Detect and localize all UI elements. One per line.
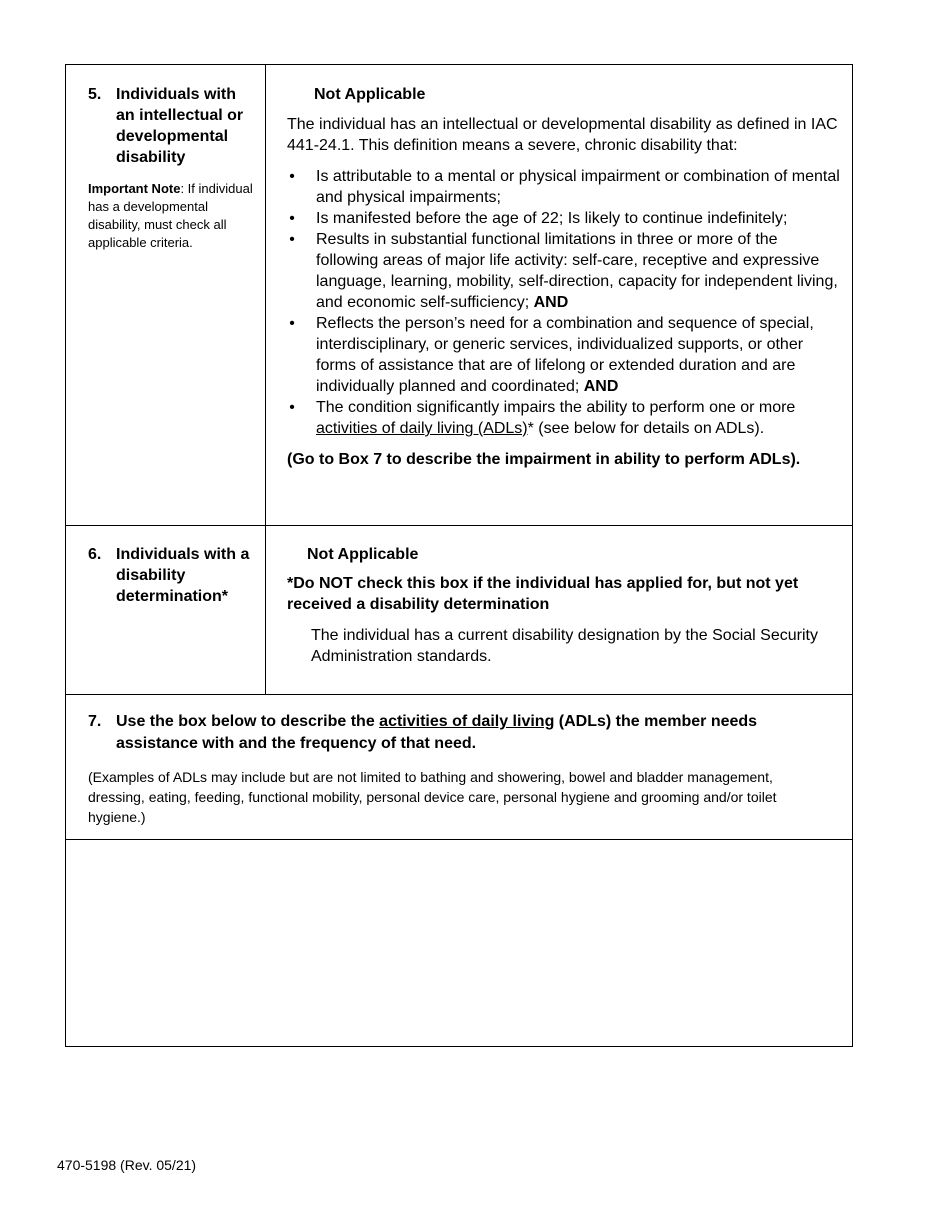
criterion-item	[287, 397, 842, 439]
column-divider	[265, 65, 266, 694]
adl-term: activities of daily living	[379, 713, 555, 730]
section5-title: Individuals with an intellectual or developmental disability	[116, 86, 244, 166]
criterion-text: * (see below for details on ADLs).	[527, 420, 765, 437]
section6-designation-option[interactable]: The individual has a current disability designation by the Social Security Administration standards.	[311, 627, 818, 665]
criterion-text: Reflects the person’s need for a combination and sequence of special, interdisciplinary, or generic services, individualized supports, or other forms of assistance that are of lifelong or extended duration and are individually planned and coordinated;	[316, 315, 814, 395]
section6-label-cell	[88, 544, 258, 607]
criterion-text: Is attributable to a mental or physical impairment or combination of mental and physical impairments;	[316, 168, 840, 206]
section7-header-cell	[88, 711, 833, 827]
section5-number: 5.	[88, 86, 102, 103]
row-divider-5-6	[66, 525, 852, 526]
section7-number: 7.	[88, 713, 102, 730]
section5-important-note	[88, 180, 258, 252]
section5-not-applicable-option[interactable]: Not Applicable	[314, 86, 426, 103]
section7-examples: (Examples of ADLs may include but are not limited to bathing and showering, bowel and bladder management, dressing, eating, feeding, functional mobility, personal device care, personal hygiene and grooming and/or toilet hygiene.)	[88, 769, 777, 825]
section6-warning: *Do NOT check this box if the individual has applied for, but not yet received a disability determination	[287, 575, 799, 613]
criterion-text: Is manifested before the age of 22; Is likely to continue indefinitely;	[316, 210, 788, 227]
criterion-item	[287, 313, 842, 397]
section5-intro: The individual has an intellectual or developmental disability as defined in IAC 441-24.1. This definition means a severe, chronic disability that:	[287, 116, 838, 154]
section6-number: 6.	[88, 546, 102, 563]
section6-heading	[88, 544, 258, 607]
adl-term: activities of daily living (ADLs)	[316, 420, 528, 437]
criterion-item	[287, 166, 842, 208]
criterion-text: The condition significantly impairs the ability to perform one or more	[316, 399, 796, 416]
bullet-icon: •	[289, 315, 295, 332]
bullet-icon: •	[289, 231, 295, 248]
criterion-item	[287, 229, 842, 313]
criterion-text: Results in substantial functional limitations in three or more of the following areas of major life activity: self-care, receptive and expressive language, learning, mobility, self-direction, capacity for independent living, and economic self-sufficiency;	[316, 231, 838, 311]
adl-response-box[interactable]	[66, 840, 852, 1046]
section6-not-applicable-option[interactable]: Not Applicable	[307, 546, 419, 563]
section5-content-cell	[287, 84, 842, 470]
bullet-icon: •	[289, 210, 295, 227]
section7-heading	[88, 711, 833, 755]
form-number: 470-5198 (Rev. 05/21)	[57, 1157, 197, 1173]
section5-label-cell	[88, 84, 258, 252]
row-divider-6-7	[66, 694, 852, 695]
form-table	[65, 64, 853, 1047]
bullet-icon: •	[289, 168, 295, 185]
section6-title: Individuals with a disability determination*	[116, 546, 250, 605]
note-text: : If individual has a developmental disability, must check all applicable criteria.	[88, 181, 253, 250]
section5-heading	[88, 84, 258, 168]
section5-criteria-list	[287, 166, 842, 439]
section5-goto-instruction: (Go to Box 7 to describe the impairment in ability to perform ADLs).	[287, 451, 801, 468]
criterion-item	[287, 208, 842, 229]
section7-title: Use the box below to describe the activities of daily living (ADLs) the member needs assistance with and the frequency of that need.	[116, 713, 758, 752]
note-label: Important Note	[88, 181, 181, 196]
criterion-and: AND	[533, 294, 569, 311]
section6-content-cell	[287, 544, 842, 667]
criterion-and: AND	[583, 378, 619, 395]
bullet-icon: •	[289, 399, 295, 416]
